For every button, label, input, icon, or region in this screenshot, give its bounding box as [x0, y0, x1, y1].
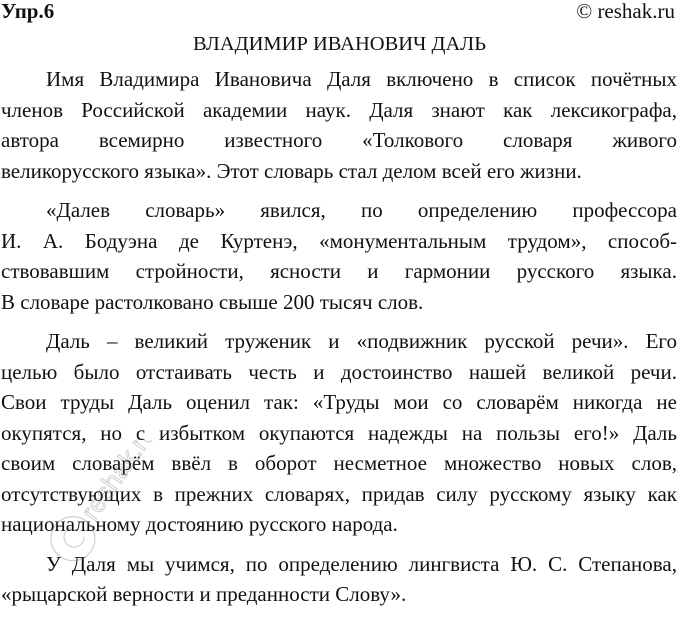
- text-line: окупятся, но с избытком окупаются надежды на пользы его!» Даль: [1, 420, 677, 445]
- text-line: ствовавшим стройности, ясности и гармонии русского языка.: [1, 259, 677, 283]
- text-line: «Далев словарь» явился, по определению профессора: [46, 198, 677, 222]
- text-line: Имя Владимира Ивановича Даля включено в список почётных: [46, 67, 677, 91]
- exercise-label: Упр.6: [1, 0, 55, 23]
- paragraph-4: [1, 549, 677, 610]
- text-line: В словаре растолковано свыше 200 тысяч слов.: [1, 289, 424, 314]
- text-line: отсутствующих в прежних словарях, придав силу русскому языку как: [1, 481, 677, 506]
- document-title: ВЛАДИМИР ИВАНОВИЧ ДАЛЬ: [193, 33, 486, 55]
- text-line: национальному достоянию русского народа.: [1, 512, 398, 536]
- text-line: членов Российской академии наук. Даля знают как лексикографа,: [1, 97, 677, 122]
- text-line: целью было отстаивать честь и достоинство нашей великой речи.: [1, 359, 677, 384]
- text-line: великорусского языка». Этот словарь стал делом всей его жизни.: [1, 158, 582, 183]
- text-line: Свои труды Даль оценил так: «Труды мои со словарём никогда не: [1, 390, 677, 414]
- copyright-notice: © reshak.ru: [576, 0, 675, 23]
- paragraph-3: [1, 326, 677, 540]
- paragraph-1: [1, 64, 677, 186]
- svg-text:reshak.ru: reshak.ru: [74, 440, 162, 526]
- text-line: У Даля мы учимся, по определению лингвиста Ю. С. Степанова,: [46, 551, 677, 576]
- paragraph-2: [1, 195, 677, 317]
- text-line: Даль – великий труженик и «подвижник русской речи». Его: [46, 329, 677, 353]
- text-line: своим словарём ввёл в оборот несметное множество новых слов,: [1, 451, 677, 475]
- document-body: [1, 64, 677, 619]
- text-line: автора всемирно известного «Толкового словаря живого: [1, 128, 677, 152]
- text-line: И. А. Бодуэна де Куртенэ, «монументальным трудом», способ-: [1, 228, 677, 253]
- page-header: [0, 0, 679, 30]
- text-line: «рыцарской верности и преданности Слову».: [1, 582, 407, 606]
